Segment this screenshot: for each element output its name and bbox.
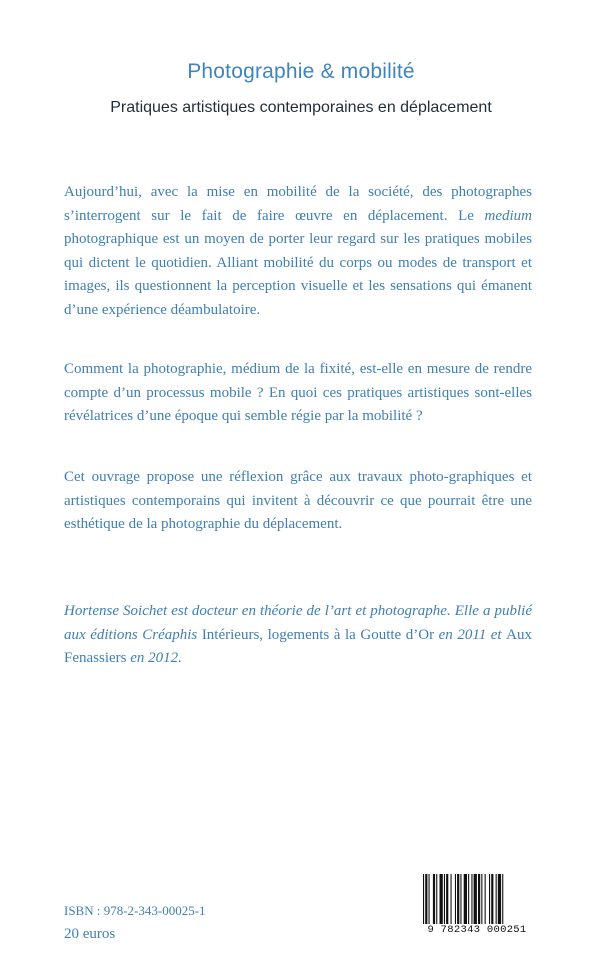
book-subtitle: Pratiques artistiques contemporaines en déplacement bbox=[110, 99, 492, 116]
barcode bbox=[421, 874, 533, 936]
barcode-bar bbox=[471, 874, 472, 924]
price-label: 20 euros bbox=[64, 926, 116, 942]
barcode-bar bbox=[468, 874, 469, 924]
barcode-bar bbox=[423, 874, 424, 924]
p1-text-end: photographique est un moyen de porter leur regard sur les pratiques mobiles qui dictent le quotidien. Alliant mobilité du corps ou modes de transport et images, ils questionnent la perception visuelle et les sensations qui émanent d’une expérience déambulatoire. bbox=[64, 231, 532, 318]
isbn-label: ISBN : 978-2-343-00025-1 bbox=[64, 903, 206, 918]
barcode-bar bbox=[502, 874, 503, 924]
barcode-digits: 9 782343 000251 bbox=[421, 924, 533, 936]
barcode-bar bbox=[485, 874, 486, 924]
barcode-bar bbox=[433, 874, 435, 924]
barcode-bar bbox=[474, 874, 477, 924]
barcode-bar bbox=[455, 874, 456, 924]
bio-intro: Hortense Soichet est docteur en théorie de l’art et photographe. Elle a publié aux éditions Créaphis bbox=[64, 603, 532, 643]
barcode-bar bbox=[498, 874, 501, 924]
bio-year-2: en 2012. bbox=[126, 650, 182, 666]
barcode-bar bbox=[446, 874, 448, 924]
barcode-bar bbox=[436, 874, 437, 924]
description-paragraph-2: Comment la photographie, médium de la fixité, est-elle en mesure de rendre compte d’un processus mobile ? En quoi ces pratiques artistiques sont-elles révélatrices d’une époque qui semble régie par la mobilité ? bbox=[64, 361, 532, 424]
barcode-bar bbox=[491, 874, 493, 924]
barcode-bar bbox=[496, 874, 497, 924]
bio-year-1: en 2011 et bbox=[434, 626, 507, 643]
author-bio bbox=[64, 600, 532, 671]
p1-text-start: Aujourd’hui, avec la mise en mobilité de la société, des photographes s’interrogent sur le fait de faire œuvre en déplacement. Le bbox=[64, 184, 532, 224]
barcode-bar bbox=[481, 874, 482, 924]
barcode-bar bbox=[478, 874, 480, 924]
bio-book-2: Aux Fenassiers bbox=[64, 626, 532, 666]
barcode-bar bbox=[464, 874, 467, 924]
barcode-bar bbox=[457, 874, 459, 924]
book-title: Photographie & mobilité bbox=[187, 60, 415, 83]
barcode-bar bbox=[440, 874, 443, 924]
p1-italic-term: medium bbox=[484, 207, 532, 224]
barcode-bars bbox=[421, 874, 533, 924]
description-paragraph-3: Cet ouvrage propose une réflexion grâce aux travaux photo-graphiques et artistiques contemporains qui invitent à découvrir ce que pourrait être une esthétique de la photographie du déplacement. bbox=[64, 469, 532, 532]
barcode-bar bbox=[460, 874, 461, 924]
barcode-bar bbox=[444, 874, 445, 924]
barcode-bar bbox=[429, 874, 430, 924]
bio-book-1: Intérieurs, logements à la Goutte d’Or bbox=[201, 626, 435, 643]
barcode-bar bbox=[489, 874, 490, 924]
barcode-bar bbox=[425, 874, 427, 924]
description-paragraph-1 bbox=[64, 181, 532, 322]
barcode-bar bbox=[451, 874, 452, 924]
